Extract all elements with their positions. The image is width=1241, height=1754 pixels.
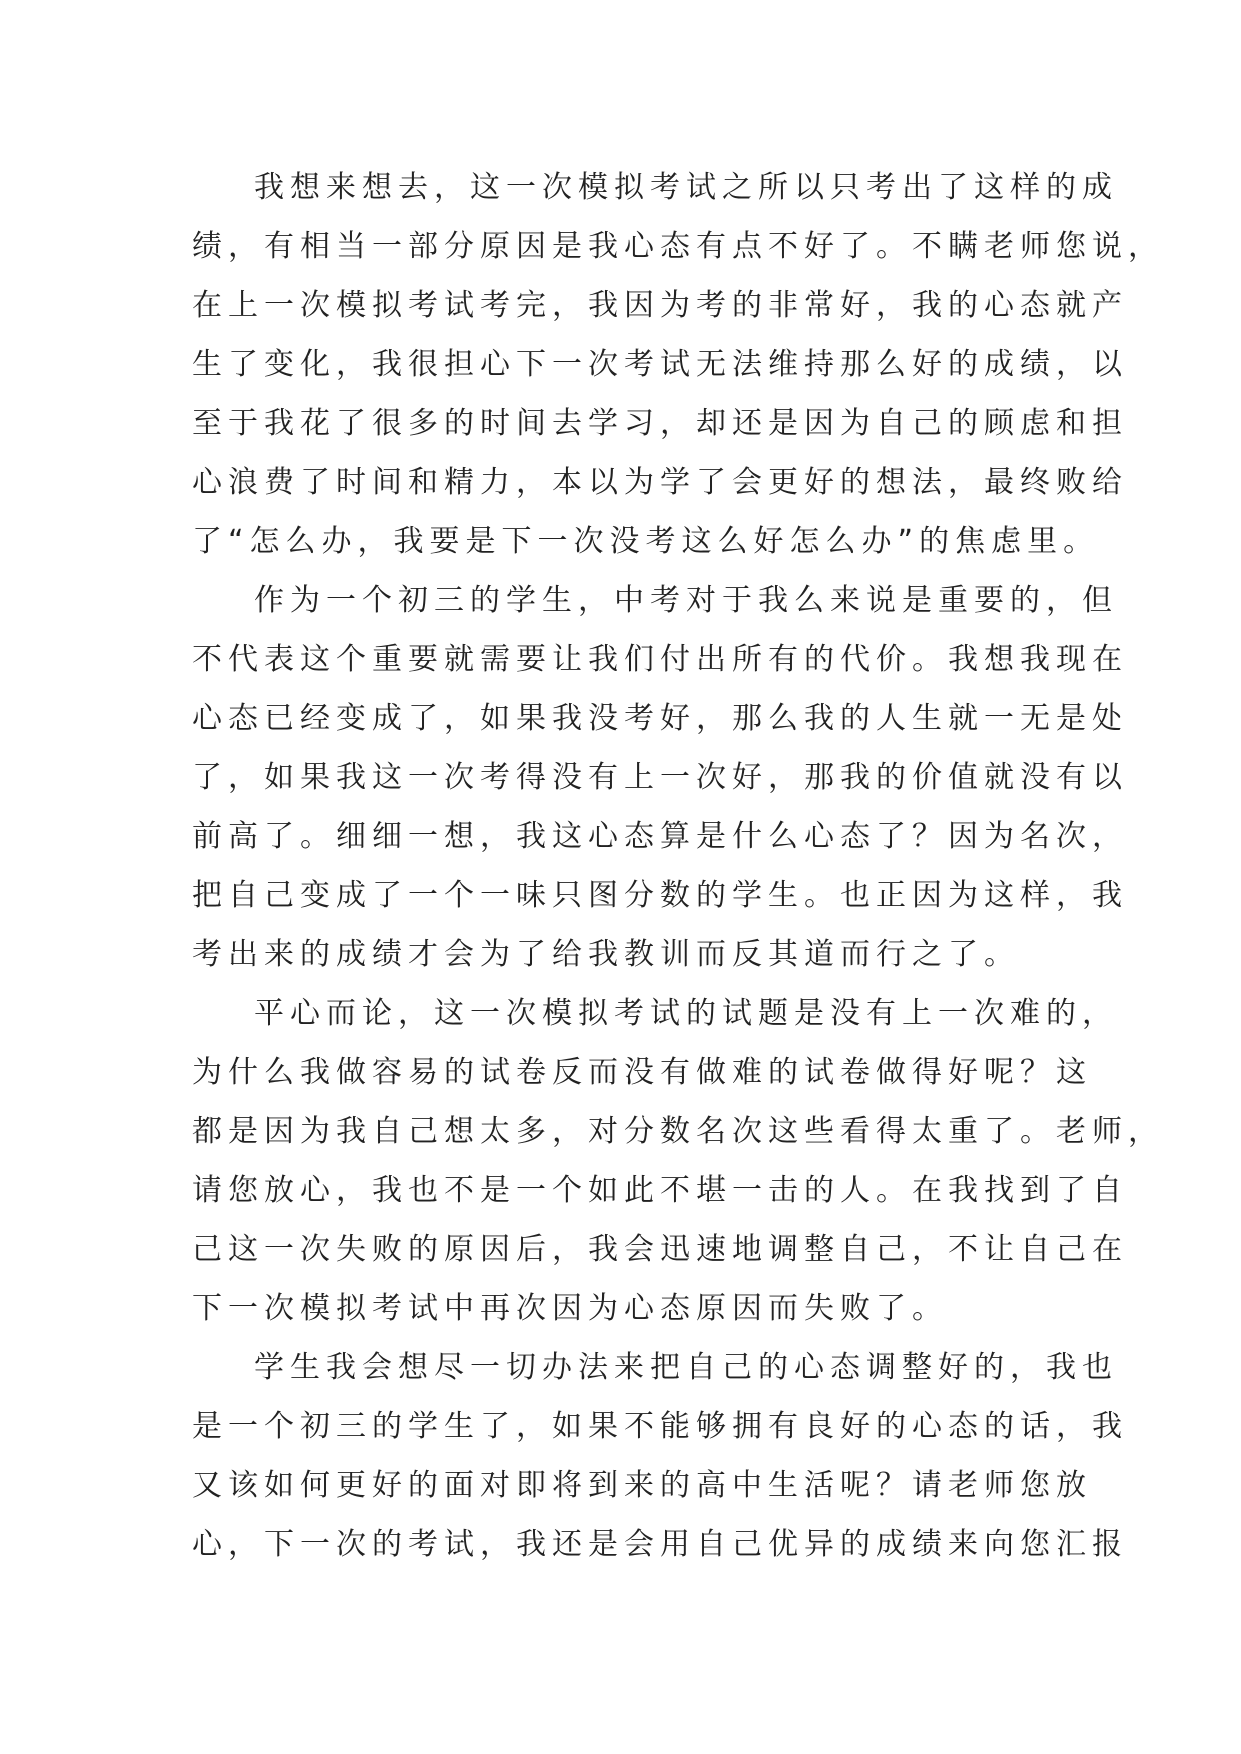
text-line: 我想来想去，这一次模拟考试之所以只考出了这样的成 xyxy=(254,170,1118,205)
text-line: 平心而论，这一次模拟考试的试题是没有上一次难的， xyxy=(254,996,1118,1031)
text-line: 了，如果我这一次考得没有上一次好，那我的价值就没有以 xyxy=(192,760,1128,795)
text-line: 绩，有相当一部分原因是我心态有点不好了。不瞒老师您说， xyxy=(192,229,1164,264)
text-line: 请您放心，我也不是一个如此不堪一击的人。在我找到了自 xyxy=(192,1173,1128,1208)
text-line: 是一个初三的学生了，如果不能够拥有良好的心态的话，我 xyxy=(192,1409,1128,1444)
text-line: 了“怎么办，我要是下一次没考这么好怎么办”的焦虑里。 xyxy=(192,524,1100,559)
text-line: 生了变化，我很担心下一次考试无法维持那么好的成绩，以 xyxy=(192,347,1128,382)
text-line: 前高了。细细一想，我这心态算是什么心态了？因为名次， xyxy=(192,819,1128,854)
paragraph-2 xyxy=(192,571,1128,984)
paragraph-3 xyxy=(192,984,1164,1338)
text-line: 把自己变成了一个一味只图分数的学生。也正因为这样，我 xyxy=(192,878,1128,913)
text-line: 学生我会想尽一切办法来把自己的心态调整好的，我也 xyxy=(254,1350,1118,1385)
paragraph-1 xyxy=(192,158,1164,571)
text-line: 作为一个初三的学生，中考对于我么来说是重要的，但 xyxy=(254,583,1118,618)
text-line: 心，下一次的考试，我还是会用自己优异的成绩来向您汇报 xyxy=(192,1527,1128,1562)
text-line: 心浪费了时间和精力，本以为学了会更好的想法，最终败给 xyxy=(192,465,1128,500)
text-line: 至于我花了很多的时间去学习，却还是因为自己的顾虑和担 xyxy=(192,406,1128,441)
text-line: 都是因为我自己想太多，对分数名次这些看得太重了。老师， xyxy=(192,1114,1164,1149)
paragraph-4 xyxy=(192,1338,1128,1574)
text-line: 又该如何更好的面对即将到来的高中生活呢？请老师您放 xyxy=(192,1468,1092,1503)
text-line: 不代表这个重要就需要让我们付出所有的代价。我想我现在 xyxy=(192,642,1128,677)
text-line: 己这一次失败的原因后，我会迅速地调整自己，不让自己在 xyxy=(192,1232,1128,1267)
text-line: 心态已经变成了，如果我没考好，那么我的人生就一无是处 xyxy=(192,701,1128,736)
text-line: 考出来的成绩才会为了给我教训而反其道而行之了。 xyxy=(192,937,1020,972)
text-line: 为什么我做容易的试卷反而没有做难的试卷做得好呢？这 xyxy=(192,1055,1092,1090)
text-line: 在上一次模拟考试考完，我因为考的非常好，我的心态就产 xyxy=(192,288,1128,323)
document-body xyxy=(192,158,1164,1574)
text-line: 下一次模拟考试中再次因为心态原因而失败了。 xyxy=(192,1291,948,1326)
